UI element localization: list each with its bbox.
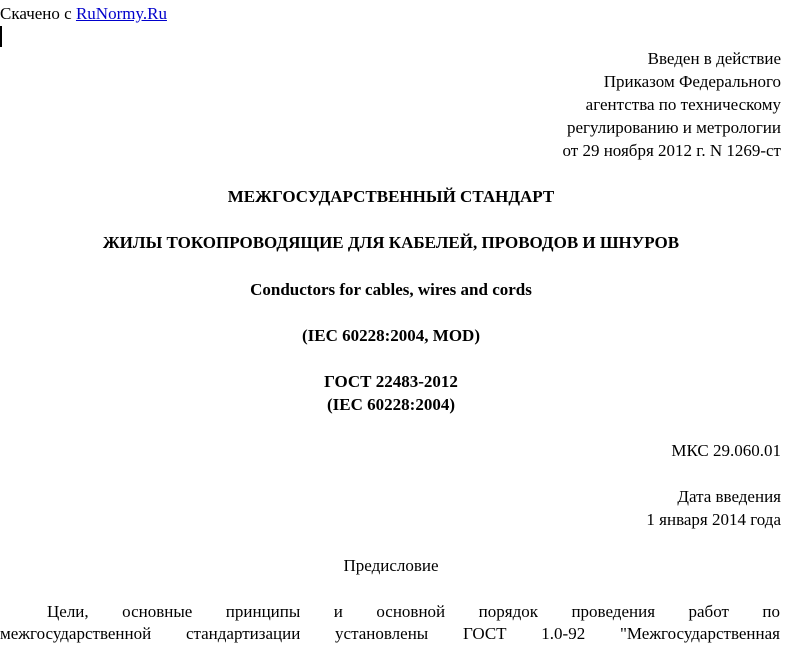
standard-title-en: Conductors for cables, wires and cords: [250, 280, 532, 299]
intro-line-3: агентства по техническому: [585, 95, 781, 114]
intro-line-4: регулированию и метрологии: [566, 118, 781, 137]
download-prefix: Скачено с: [0, 4, 76, 23]
intro-date-value: 1 января 2014 года: [646, 510, 781, 529]
foreword-heading: Предисловие: [343, 556, 439, 575]
foreword-paragraph-line-2: межгосударственной стандартизации установлены ГОСТ 1.0-92 "Межгосударственная: [0, 624, 780, 643]
gost-code: ГОСТ 22483-2012: [324, 372, 458, 391]
intro-line-2: Приказом Федерального: [603, 72, 781, 91]
gost-iec-reference: (IEC 60228:2004): [327, 395, 455, 414]
mks-code: МКС 29.060.01: [671, 441, 781, 460]
foreword-paragraph-line-1: Цели, основные принципы и основной порядок проведения работ по: [47, 602, 780, 621]
intro-line-5: от 29 ноября 2012 г. N 1269-ст: [562, 141, 781, 160]
text-cursor: [0, 26, 2, 47]
standard-type-heading: МЕЖГОСУДАРСТВЕННЫЙ СТАНДАРТ: [227, 187, 555, 206]
iec-reference: (IEC 60228:2004, MOD): [301, 326, 480, 345]
download-source: [0, 3, 167, 25]
intro-line-1: Введен в действие: [647, 49, 781, 68]
runormy-link[interactable]: RuNormy.Ru: [75, 4, 167, 23]
standard-title-ru: ЖИЛЫ ТОКОПРОВОДЯЩИЕ ДЛЯ КАБЕЛЕЙ, ПРОВОДОВ И ШНУРОВ: [102, 233, 680, 252]
intro-date-label: Дата введения: [677, 487, 781, 506]
